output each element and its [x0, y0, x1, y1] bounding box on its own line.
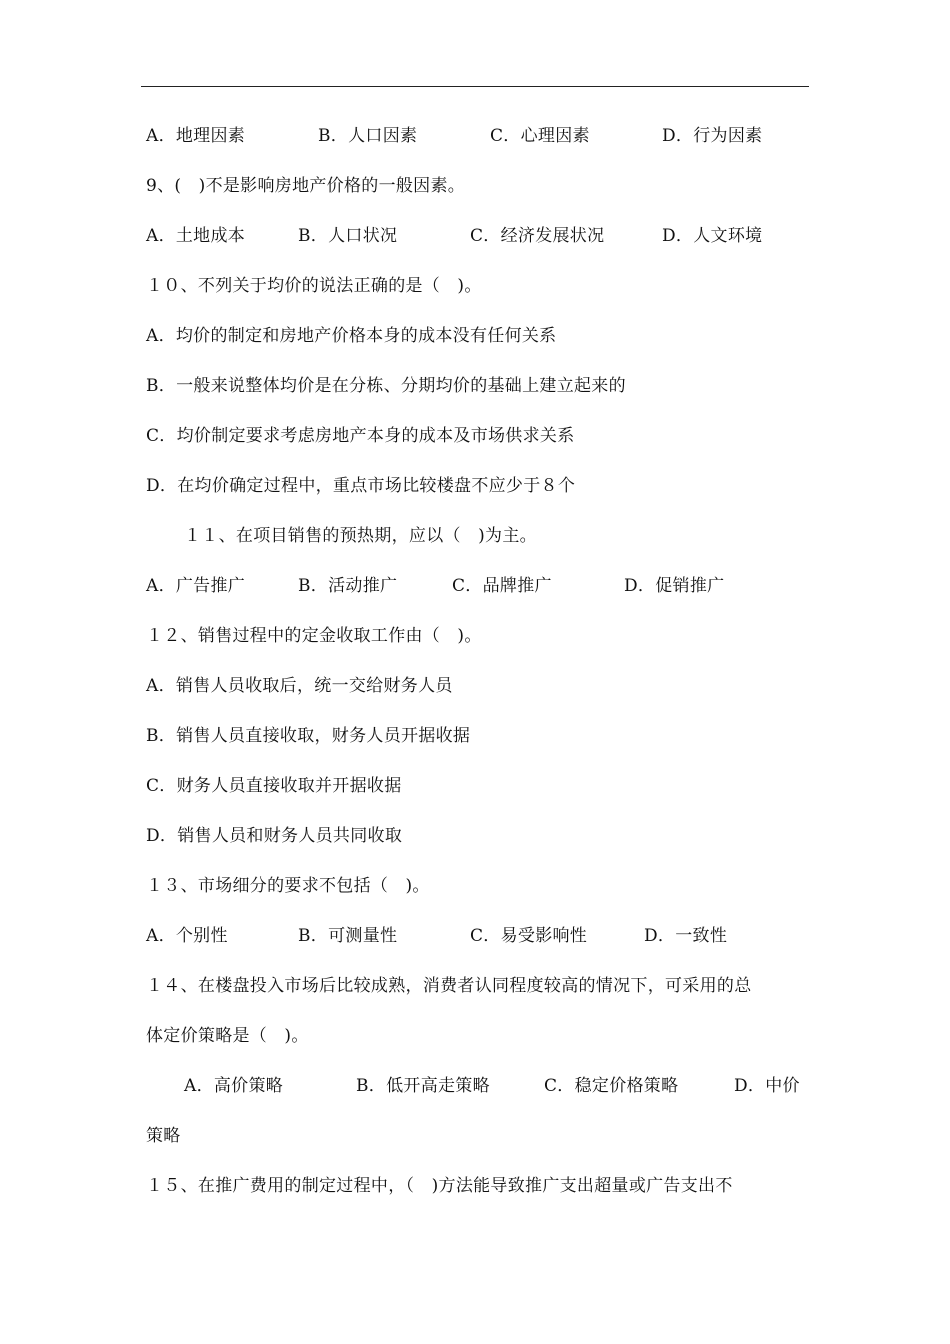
- q10-option-a: A．均价的制定和房地产价格本身的成本没有任何关系: [146, 326, 557, 346]
- q12-option-b: B．销售人员直接收取，财务人员开据收据: [146, 726, 471, 746]
- q11-stem: １１、在项目销售的预热期，应以（ )为主。: [184, 526, 537, 546]
- q15-stem-line-1: １５、在推广费用的制定过程中，（ )方法能导致推广支出超量或广告支出不: [146, 1176, 733, 1196]
- q11-option-d: D．促销推广: [624, 576, 725, 596]
- q10-option-c: C．均价制定要求考虑房地产本身的成本及市场供求关系: [146, 426, 575, 446]
- q8-option-a: A．地理因素: [146, 126, 246, 146]
- q9-option-b: B．人口状况: [298, 226, 398, 246]
- q14-stem-line-1: １４、在楼盘投入市场后比较成熟，消费者认同程度较高的情况下，可采用的总: [146, 976, 752, 996]
- q11-option-a: A．广告推广: [146, 576, 246, 596]
- q13-option-a: A．个别性: [146, 926, 228, 946]
- q10-option-d: D．在均价确定过程中，重点市场比较楼盘不应少于８个: [146, 476, 576, 496]
- q9-stem: 9、( )不是影响房地产价格的一般因素。: [146, 176, 466, 196]
- q10-stem: １０、不列关于均价的说法正确的是（ )。: [146, 276, 482, 296]
- question-list: [146, 122, 814, 1222]
- q11-options: [146, 572, 814, 622]
- q9-options: [146, 222, 814, 272]
- q13-stem: １３、市场细分的要求不包括（ )。: [146, 876, 430, 896]
- q14-option-c: C．稳定价格策略: [544, 1076, 679, 1096]
- q9-option-c: C．经济发展状况: [470, 226, 605, 246]
- header-rule: [141, 86, 809, 87]
- q12-option-c: C．财务人员直接收取并开据收据: [146, 776, 402, 796]
- q8-option-b: B．人口因素: [318, 126, 418, 146]
- q14-option-b: B．低开高走策略: [356, 1076, 490, 1096]
- q14-options: [146, 1072, 814, 1122]
- q12-option-a: A．销售人员收取后，统一交给财务人员: [146, 676, 453, 696]
- q14-option-d-wrap: 策略: [146, 1126, 181, 1146]
- q8-option-d: D．行为因素: [662, 126, 763, 146]
- q8-option-c: C．心理因素: [490, 126, 590, 146]
- q14-stem-line-2: 体定价策略是（ )。: [146, 1026, 309, 1046]
- q13-option-c: C．易受影响性: [470, 926, 588, 946]
- q8-options: [146, 122, 814, 172]
- q9-option-a: A．土地成本: [146, 226, 246, 246]
- q13-option-d: D．一致性: [644, 926, 728, 946]
- q10-option-b: B．一般来说整体均价是在分栋、分期均价的基础上建立起来的: [146, 376, 626, 396]
- q12-option-d: D．销售人员和财务人员共同收取: [146, 826, 403, 846]
- q9-option-d: D．人文环境: [662, 226, 763, 246]
- q13-option-b: B．可测量性: [298, 926, 398, 946]
- q14-option-d: D．中价: [734, 1076, 800, 1096]
- q14-option-a: A．高价策略: [184, 1076, 284, 1096]
- q11-option-c: C．品牌推广: [452, 576, 552, 596]
- q11-option-b: B．活动推广: [298, 576, 398, 596]
- q12-stem: １２、销售过程中的定金收取工作由（ )。: [146, 626, 482, 646]
- q13-options: [146, 922, 814, 972]
